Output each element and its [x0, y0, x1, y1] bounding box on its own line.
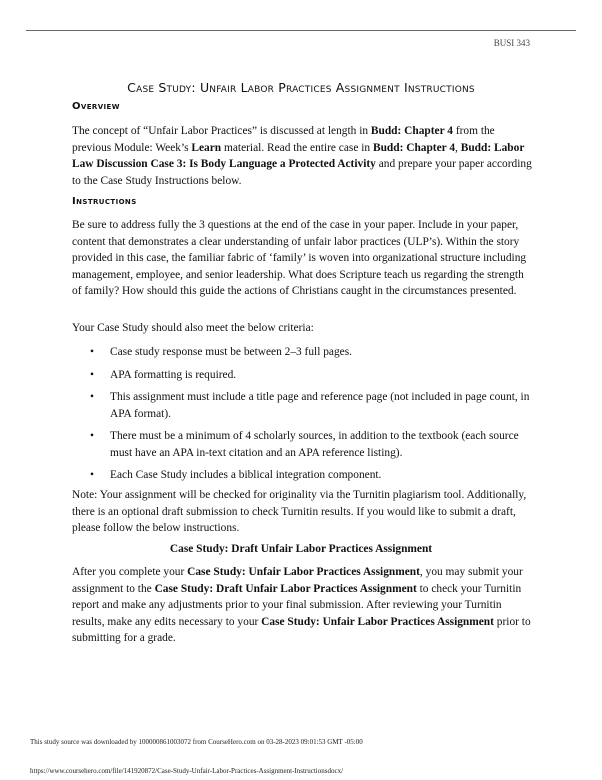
instructions-heading-text: Instructions	[72, 196, 137, 207]
overview-heading	[72, 101, 120, 112]
bullet-icon: •	[90, 346, 94, 358]
overview-bold-4: Budd: Labor Law Discussion Case 3: Is Body Language a Protected Activity	[72, 141, 525, 170]
bullet-icon: •	[90, 391, 94, 403]
overview-text-2: from the previous Module: Week’s	[72, 125, 495, 154]
draft-heading: Case Study: Draft Unfair Labor Practices Assignment	[169, 543, 433, 555]
download-notice: This study source was downloaded by 100000861003072 from CourseHero.com on 03-28-2023 09:01:53 GMT -05:00	[30, 738, 363, 746]
overview-paragraph	[72, 123, 532, 189]
draft-text-2: , you may submit your assignment to the	[72, 566, 523, 595]
overview-text-5: and prepare your paper according to the Case Study Instructions below.	[72, 158, 532, 187]
course-code: BUSI 343	[493, 38, 530, 48]
overview-text-4: ,	[455, 141, 461, 154]
draft-text-4: prior to submitting for a grade.	[72, 615, 531, 644]
draft-bold-1: Case Study: Unfair Labor Practices Assignment	[187, 566, 420, 578]
list-item-text: Case study response must be between 2–3 full pages.	[110, 346, 353, 358]
source-url: https://www.coursehero.com/file/141920872/Case-Study-Unfair-Labor-Practices-Assignment-Instructionsdocx/	[30, 767, 344, 775]
draft-text-1: After you complete your	[72, 566, 188, 578]
page-title	[0, 80, 602, 95]
turnitin-note: Note: Your assignment will be checked for originality via the Turnitin plagiarism tool. Additionally, there is an optional draft submission to check Turnitin results. If you would like to submit a draft, please follow the below instructions.	[72, 489, 527, 534]
list-item	[72, 367, 532, 384]
page-title-text: Case Study: Unfair Labor Practices Assignment Instructions	[127, 80, 475, 95]
overview-bold-1: Budd: Chapter 4	[370, 125, 453, 137]
draft-text-3: to check your Turnitin report and make any adjustments prior to your final submission. After reviewing your Turnitin results, make any edits necessary to your	[72, 582, 522, 628]
criteria-intro: Your Case Study should also meet the below criteria:	[72, 322, 314, 334]
overview-bold-3: Budd: Chapter 4	[372, 141, 456, 154]
bullet-icon: •	[90, 469, 94, 481]
list-item	[72, 428, 532, 461]
list-item-text: APA formatting is required.	[110, 368, 237, 381]
draft-bold-2: Case Study: Draft Unfair Labor Practices Assignment	[154, 582, 417, 595]
bullet-icon: •	[90, 368, 94, 381]
draft-paragraph	[72, 564, 532, 647]
list-item-text: Each Case Study includes a biblical integration component.	[110, 469, 382, 481]
criteria-list	[72, 344, 532, 490]
bullet-icon: •	[90, 430, 94, 442]
draft-bold-3: Case Study: Unfair Labor Practices Assignment	[261, 615, 494, 628]
instructions-paragraph: Be sure to address fully the 3 questions at the end of the case in your paper. Include in your paper, content that demonstrates a clear understanding of unfair labor practices (ULP’s). Within the story provided in this case, the familiar fabric of ‘family’ is woven into organizational structure including management, employee, and senior leadership. What does Scripture teach us regarding the strength of family? How should this guide the actions of Christians caught in the circumstances presented.	[72, 219, 527, 297]
overview-text-1: The concept of “Unfair Labor Practices” is discussed at length in	[72, 125, 371, 137]
list-item	[72, 467, 532, 484]
list-item	[72, 344, 532, 361]
overview-text-3: material. Read the entire case in	[221, 141, 373, 154]
instructions-heading	[72, 196, 137, 207]
list-item-text: This assignment must include a title page and reference page (not included in page count, in APA format).	[110, 391, 530, 420]
list-item	[72, 389, 532, 422]
header-rule	[26, 30, 576, 31]
list-item-text: There must be a minimum of 4 scholarly sources, in addition to the textbook (each source must have an APA in-text citation and an APA reference listing).	[110, 430, 519, 459]
overview-heading-text: Overview	[72, 101, 120, 112]
overview-bold-2: Learn	[191, 141, 222, 154]
